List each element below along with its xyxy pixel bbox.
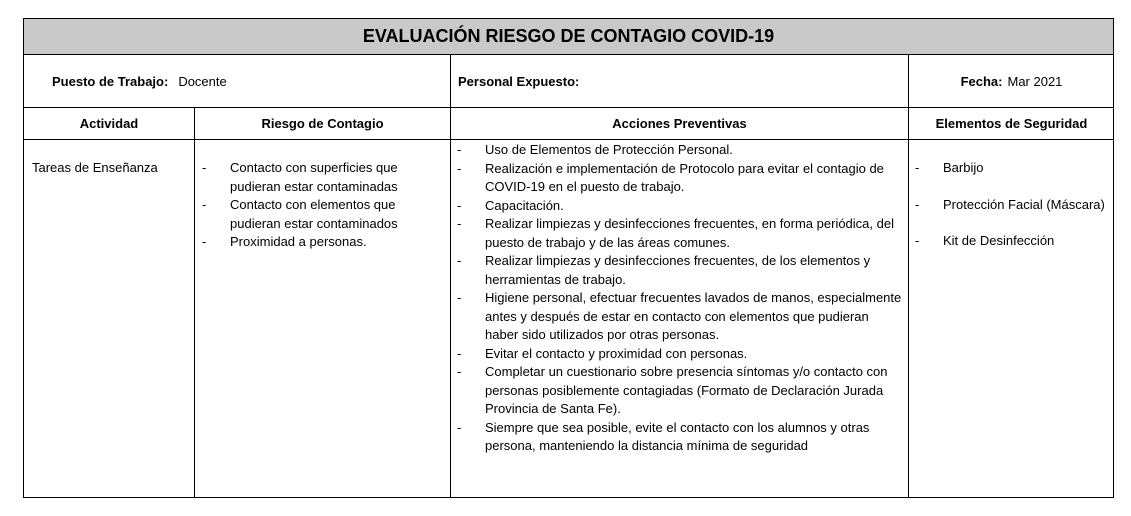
divider	[194, 107, 195, 498]
personal-label: Personal Expuesto:	[458, 73, 580, 89]
list-item: - Contacto con superficies que pudieran estar contaminadas	[230, 159, 445, 196]
list-item: - Capacitación.	[485, 197, 903, 216]
riesgo-list-cell	[230, 159, 445, 252]
list-item: - Contacto con elementos que pudieran estar contaminados	[230, 196, 445, 233]
list-item: - Uso de Elementos de Protección Personal.	[485, 141, 903, 160]
divider	[24, 139, 1113, 140]
list-item: - Completar un cuestionario sobre presencia síntomas y/o contacto con personas posiblemente contagiadas (Formato de Declaración Jurada Provincia de Santa Fe).	[485, 363, 903, 419]
list-item: - Realizar limpiezas y desinfecciones frecuentes, en forma periódica, del puesto de trabajo y de las áreas comunes.	[485, 215, 903, 252]
list-item: - Higiene personal, efectuar frecuentes lavados de manos, especialmente antes y después de estar en contacto con elementos que pudieran haber sido utilizados por otras personas.	[485, 289, 903, 345]
elementos-list-cell	[943, 159, 1108, 269]
list-item: - Siempre que sea posible, evite el contacto con los alumnos y otras persona, manteniendo la distancia mínima de seguridad	[485, 419, 903, 456]
riesgo-list	[230, 159, 445, 252]
list-item: - Protección Facial (Máscara)	[943, 196, 1108, 215]
puesto-value: Docente	[178, 73, 227, 89]
fecha-label: Fecha:	[960, 73, 1003, 89]
acciones-list	[485, 141, 903, 456]
list-item: - Kit de Desinfección	[943, 232, 1108, 251]
puesto-cell	[52, 55, 227, 107]
list-item: - Evitar el contacto y proximidad con personas.	[485, 345, 903, 364]
fecha-value: Mar 2021	[1007, 73, 1063, 89]
list-item: - Barbijo	[943, 159, 1108, 178]
list-item: - Proximidad a personas.	[230, 233, 445, 252]
elementos-list	[943, 159, 1108, 251]
header-riesgo: Riesgo de Contagio	[261, 115, 384, 131]
header-acciones: Acciones Preventivas	[612, 115, 747, 131]
personal-cell	[458, 55, 579, 107]
table-title: EVALUACIÓN RIESGO DE CONTAGIO COVID-19	[24, 19, 1113, 55]
covid-risk-table	[23, 18, 1114, 498]
list-item: - Realizar limpiezas y desinfecciones frecuentes, de los elementos y herramientas de trabajo.	[485, 252, 903, 289]
fecha-cell	[909, 55, 1114, 107]
puesto-label: Puesto de Trabajo:	[52, 73, 169, 89]
header-elementos: Elementos de Seguridad	[935, 115, 1088, 131]
acciones-list-cell	[485, 141, 903, 456]
actividad-value: Tareas de Enseñanza	[32, 160, 158, 175]
header-actividad: Actividad	[79, 115, 139, 131]
list-item: - Realización e implementación de Protocolo para evitar el contagio de COVID-19 en el puesto de trabajo.	[485, 160, 903, 197]
